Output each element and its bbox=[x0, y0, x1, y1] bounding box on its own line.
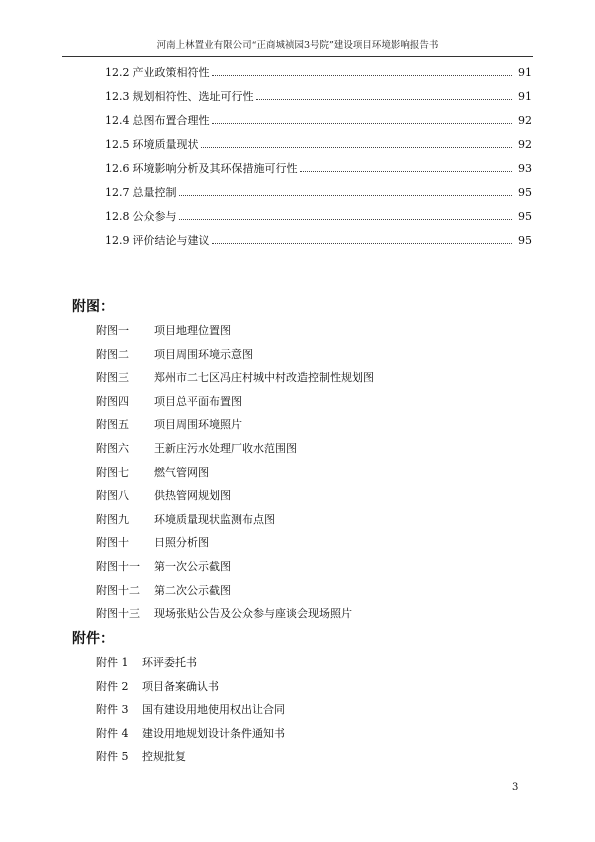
toc-leader-dots bbox=[212, 123, 513, 124]
toc-number: 12.8 bbox=[105, 210, 130, 223]
attachments-list bbox=[96, 654, 285, 772]
figure-title: 现场张贴公告及公众参与座谈会现场照片 bbox=[154, 607, 352, 621]
toc-row[interactable] bbox=[62, 160, 532, 184]
toc-row[interactable] bbox=[62, 208, 532, 232]
table-of-contents bbox=[62, 64, 532, 256]
toc-title: 环境质量现状 bbox=[132, 138, 199, 151]
toc-leader-dots bbox=[256, 99, 513, 100]
toc-title: 总图布置合理性 bbox=[132, 114, 210, 127]
toc-number: 12.3 bbox=[105, 90, 130, 103]
figure-title: 供热管网规划图 bbox=[154, 489, 231, 503]
figure-label: 附图一 bbox=[96, 324, 129, 337]
toc-page-number: 95 bbox=[518, 210, 532, 223]
toc-title: 评价结论与建议 bbox=[132, 234, 210, 247]
attachment-title: 建设用地规划设计条件通知书 bbox=[142, 726, 285, 740]
list-item bbox=[96, 369, 374, 393]
toc-number: 12.5 bbox=[105, 138, 130, 151]
list-item bbox=[96, 440, 374, 464]
list-item bbox=[96, 701, 285, 725]
figure-title: 王新庄污水处理厂收水范围图 bbox=[154, 441, 297, 455]
toc-title: 产业政策相符性 bbox=[132, 66, 210, 79]
toc-title: 公众参与 bbox=[132, 210, 177, 223]
figure-label: 附图八 bbox=[96, 489, 129, 503]
attachment-title: 项目备案确认书 bbox=[142, 679, 219, 693]
figure-label: 附图十一 bbox=[96, 559, 140, 573]
toc-page-number: 95 bbox=[518, 234, 532, 247]
page-header bbox=[62, 38, 533, 57]
toc-row[interactable] bbox=[62, 136, 532, 160]
toc-title: 环境影响分析及其环保措施可行性 bbox=[132, 162, 298, 175]
toc-page-number: 91 bbox=[518, 66, 532, 79]
toc-page-number: 93 bbox=[518, 162, 532, 175]
toc-page-number: 91 bbox=[518, 90, 532, 103]
figure-title: 第一次公示截图 bbox=[154, 559, 231, 573]
toc-leader-dots bbox=[212, 75, 513, 76]
figure-title: 项目周围环境示意图 bbox=[154, 347, 253, 361]
toc-leader-dots bbox=[212, 243, 513, 244]
figure-title: 环境质量现状监测布点图 bbox=[154, 512, 275, 526]
toc-row[interactable] bbox=[62, 232, 532, 256]
toc-leader-dots bbox=[179, 195, 513, 196]
attachments-heading: 附件： bbox=[72, 631, 114, 647]
toc-number: 12.6 bbox=[105, 162, 130, 175]
figures-list bbox=[96, 322, 374, 629]
figure-label: 附图五 bbox=[96, 418, 129, 432]
list-item bbox=[96, 346, 374, 370]
toc-row[interactable] bbox=[62, 88, 532, 112]
toc-page-number: 95 bbox=[518, 186, 532, 199]
figure-title: 第二次公示截图 bbox=[154, 583, 231, 597]
attachment-label: 附件 4 bbox=[96, 726, 129, 740]
list-item bbox=[96, 678, 285, 702]
toc-row[interactable] bbox=[62, 64, 532, 88]
toc-leader-dots bbox=[300, 171, 513, 172]
toc-page-number: 92 bbox=[518, 138, 532, 151]
list-item bbox=[96, 322, 374, 346]
attachment-title: 环评委托书 bbox=[142, 656, 197, 669]
list-item bbox=[96, 534, 374, 558]
list-item bbox=[96, 725, 285, 749]
attachment-label: 附件 1 bbox=[96, 656, 129, 669]
toc-title: 规划相符性、选址可行性 bbox=[132, 90, 254, 103]
list-item bbox=[96, 582, 374, 606]
list-item bbox=[96, 511, 374, 535]
list-item bbox=[96, 748, 285, 772]
figure-label: 附图六 bbox=[96, 441, 129, 455]
figure-label: 附图九 bbox=[96, 512, 129, 526]
list-item bbox=[96, 654, 285, 678]
toc-title: 总量控制 bbox=[132, 186, 177, 199]
attachment-label: 附件 2 bbox=[96, 679, 129, 693]
list-item bbox=[96, 487, 374, 511]
toc-number: 12.4 bbox=[105, 114, 130, 127]
list-item bbox=[96, 605, 374, 629]
toc-page-number: 92 bbox=[518, 114, 532, 127]
attachment-label: 附件 5 bbox=[96, 750, 129, 764]
attachment-title: 控规批复 bbox=[142, 750, 186, 764]
toc-number: 12.7 bbox=[105, 186, 130, 199]
figure-title: 项目周围环境照片 bbox=[154, 418, 242, 432]
toc-row[interactable] bbox=[62, 184, 532, 208]
list-item bbox=[96, 393, 374, 417]
figure-label: 附图四 bbox=[96, 394, 129, 408]
toc-row[interactable] bbox=[62, 112, 532, 136]
figure-label: 附图三 bbox=[96, 371, 129, 385]
figure-title: 郑州市二七区冯庄村城中村改造控制性规划图 bbox=[154, 371, 374, 385]
figure-label: 附图十 bbox=[96, 536, 129, 550]
list-item bbox=[96, 464, 374, 488]
figure-title: 项目总平面布置图 bbox=[154, 394, 242, 408]
attachment-label: 附件 3 bbox=[96, 703, 129, 717]
header-text: 河南上林置业有限公司“正商城祯园3号院”建设项目环境影响报告书 bbox=[156, 40, 439, 51]
figure-title: 燃气管网图 bbox=[154, 465, 209, 479]
figure-title: 项目地理位置图 bbox=[154, 324, 231, 337]
figure-label: 附图七 bbox=[96, 465, 129, 479]
list-item bbox=[96, 558, 374, 582]
toc-leader-dots bbox=[179, 219, 513, 220]
figure-label: 附图十二 bbox=[96, 583, 140, 597]
toc-leader-dots bbox=[201, 147, 513, 148]
list-item bbox=[96, 416, 374, 440]
attachment-title: 国有建设用地使用权出让合同 bbox=[142, 703, 285, 717]
figures-heading: 附图： bbox=[72, 299, 114, 315]
figure-title: 日照分析图 bbox=[154, 536, 209, 550]
figure-label: 附图二 bbox=[96, 347, 129, 361]
page-number: 3 bbox=[512, 782, 519, 793]
toc-number: 12.9 bbox=[105, 234, 130, 247]
figure-label: 附图十三 bbox=[96, 607, 140, 621]
toc-number: 12.2 bbox=[105, 66, 130, 79]
